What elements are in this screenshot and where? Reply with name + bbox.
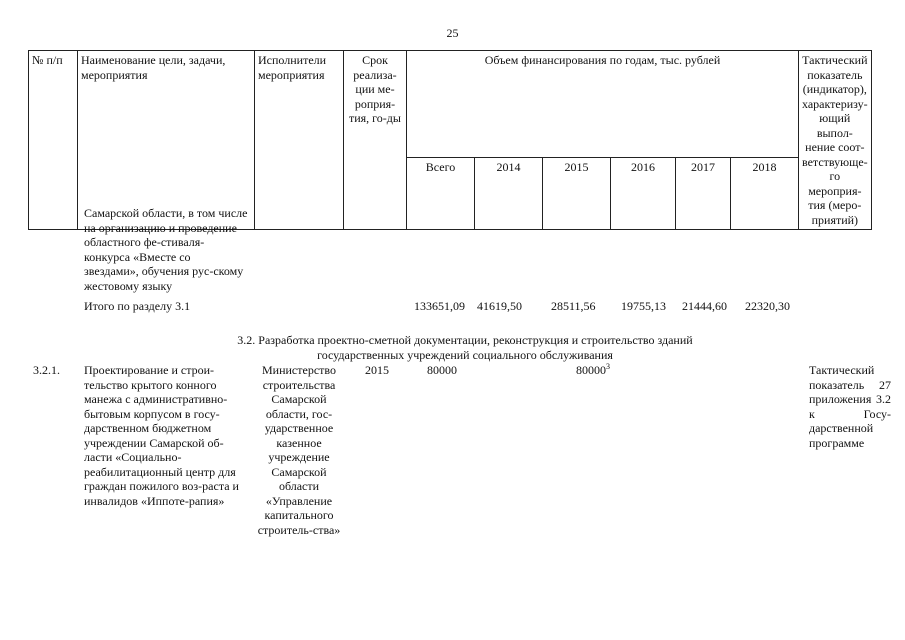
section-title <box>140 333 790 362</box>
header-executors: Исполнители мероприятия <box>255 51 344 230</box>
section-total-2016: 19755,13 <box>621 299 666 313</box>
table-header <box>28 50 872 230</box>
section-title-line2: государственных учреждений социального обслуживания <box>317 347 613 362</box>
row-2015-value: 80000 <box>576 363 606 377</box>
header-total: Всего <box>407 158 475 230</box>
section-title-line1: 3.2. Разработка проектно-сметной документации, реконструкция и строительство зданий <box>237 333 693 347</box>
header-year-2015: 2015 <box>543 158 611 230</box>
header-year-2017: 2017 <box>676 158 731 230</box>
continued-text: Самарской области, в том числе на организацию и проведение областного фе-стиваля-конкурса «Вместе со звездами», обучения рус-скому жестовому языку <box>84 206 248 293</box>
row-name: Проектирование и строи-тельство крытого конного манежа с административно-бытовым корпусом в госу-дарственном бюджетном учреждении Самарской об-ласти «Социально-реабилитационный центр для граждан пожилого воз-раста и инвалидов «Иппоте-рапия» <box>84 363 239 508</box>
row-term: 2015 <box>365 363 389 377</box>
section-total-all: 133651,09 <box>414 299 465 313</box>
row-executor: Министерство строительства Самарской области, гос-ударственное казенное учреждение Самарской области «Управление капитального строитель-ства» <box>257 363 341 537</box>
row-total: 80000 <box>427 363 457 377</box>
header-name: Наименование цели, задачи, мероприятия <box>78 51 255 230</box>
header-year-2016: 2016 <box>611 158 676 230</box>
header-year-2014: 2014 <box>475 158 543 230</box>
row-indicator: Тактический показатель 27 приложения 3.2 к Госу-дарственной программе <box>809 363 891 450</box>
section-total-2017: 21444,60 <box>682 299 727 313</box>
section-total-2018: 22320,30 <box>745 299 790 313</box>
header-term: Срок реализа-ции ме-роприя-тия, го-ды <box>344 51 407 230</box>
header-num: № п/п <box>29 51 78 230</box>
row-2015-footnote: 3 <box>606 362 610 371</box>
section-total-label: Итого по разделу 3.1 <box>84 299 191 313</box>
row-number: 3.2.1. <box>33 363 60 377</box>
section-total-2015: 28511,56 <box>551 299 596 313</box>
section-total-2014: 41619,50 <box>477 299 522 313</box>
header-indicator: Тактический показатель (индикатор), характеризу-ющий выпол-нение соот-ветствующе-го мероприя-тия (меро-приятий) <box>799 51 872 230</box>
row-2015 <box>576 363 610 378</box>
header-funding: Объем финансирования по годам, тыс. рублей <box>407 51 799 158</box>
header-year-2018: 2018 <box>731 158 799 230</box>
page-number: 25 <box>446 26 459 40</box>
